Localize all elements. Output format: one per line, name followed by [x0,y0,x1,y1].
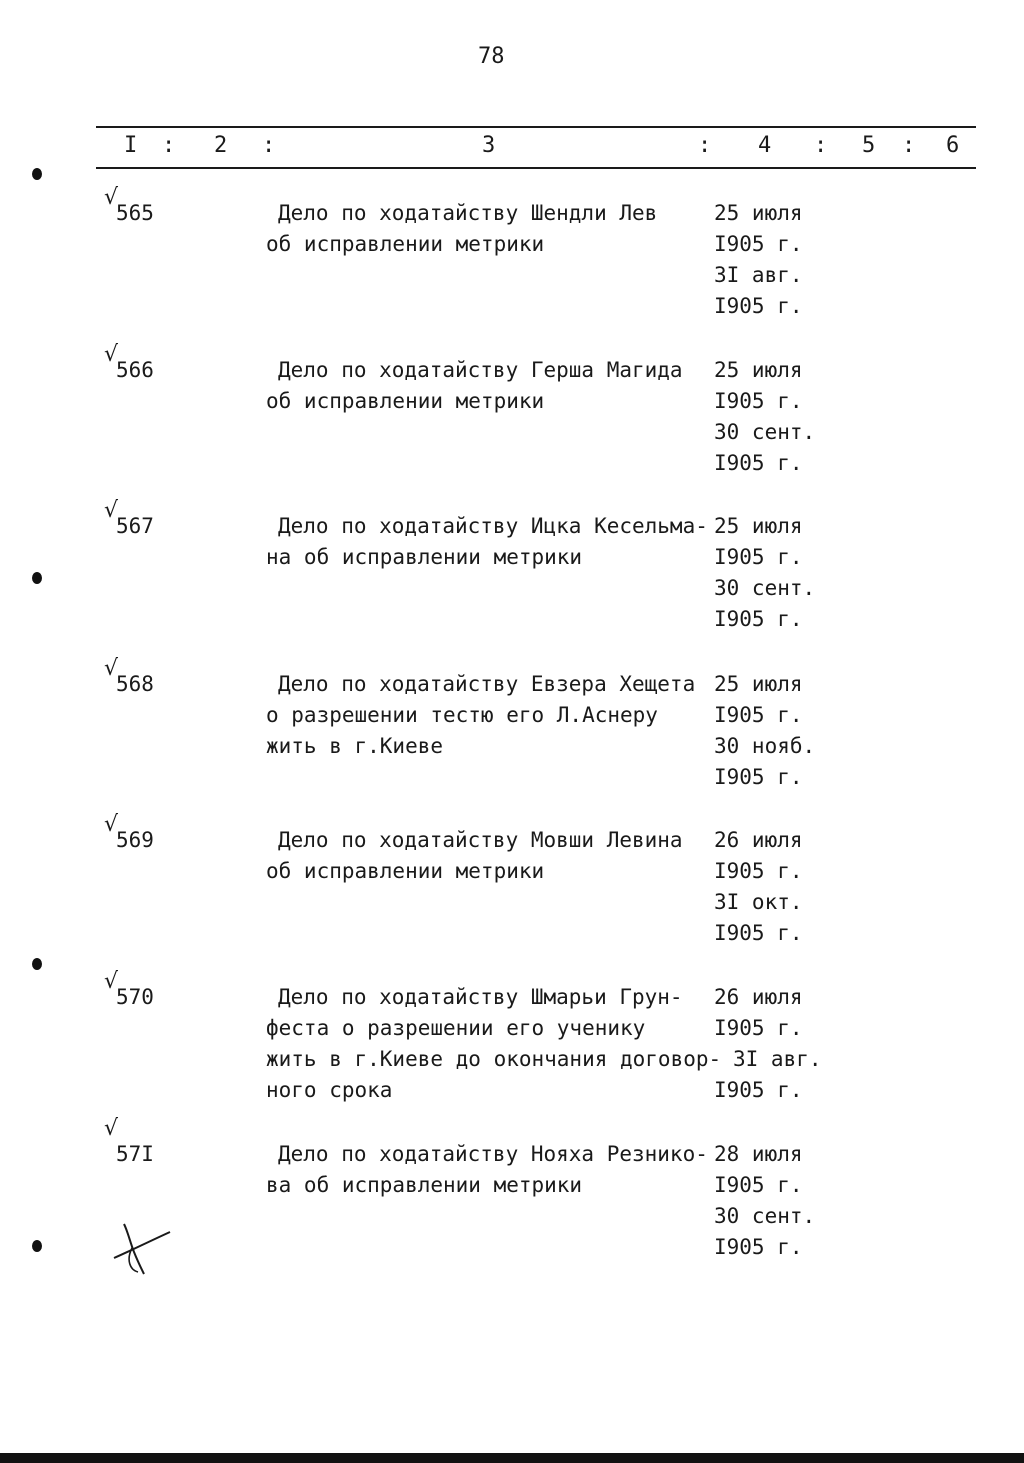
entry-number: 566 [116,358,154,382]
description-line: Дело по ходатайству Шмарьи Грун- [278,985,683,1009]
checkmark-icon: √ [104,185,119,210]
description-line: Дело по ходатайству Мовши Левина [278,828,683,852]
checkmark-icon: √ [104,812,119,837]
checkmark-icon: √ [104,1116,119,1141]
date-line: I905 г. [714,294,803,318]
date-line: I905 г. [714,921,803,945]
entry-number: 57I [116,1142,154,1166]
checkmark-icon: √ [104,498,119,523]
description-line: жить в г.Киеве [266,734,444,758]
description-line: феста о разрешении его ученику [266,1016,646,1040]
column-header-5: 5 [862,133,876,158]
description-line: жить в г.Киеве до окончания договор- [266,1047,722,1071]
table-header-rule [96,167,976,169]
date-line: I905 г. [714,765,803,789]
date-line: 26 июля [714,828,803,852]
date-line: I905 г. [714,703,803,727]
column-header-2: 2 [214,133,228,158]
page-number: 78 [478,44,505,69]
entry-number: 565 [116,201,154,225]
date-line: 30 сент. [714,420,816,444]
scan-edge-bar [0,1453,1024,1463]
punch-hole-mark [32,572,42,584]
punch-hole-mark [32,168,42,180]
date-line: I905 г. [714,1173,803,1197]
description-line: Дело по ходатайству Нояха Резнико- [278,1142,708,1166]
description-line: об исправлении метрики [266,389,545,413]
date-line: I905 г. [714,545,803,569]
column-separator: : [698,133,712,158]
description-line: ного срока [266,1078,393,1102]
description-line: об исправлении метрики [266,859,545,883]
date-line: 30 сент. [714,576,816,600]
entry-number: 569 [116,828,154,852]
description-line: ва об исправлении метрики [266,1173,583,1197]
entry-number: 570 [116,985,154,1009]
date-line: 30 сент. [714,1204,816,1228]
column-separator: : [262,133,276,158]
date-line: 25 июля [714,358,803,382]
entry-number: 567 [116,514,154,538]
table-row [0,185,1024,351]
table-row [0,656,1024,822]
column-separator: : [902,133,916,158]
date-line: 30 нояб. [714,734,816,758]
date-line: I905 г. [714,1016,803,1040]
date-line: I905 г. [714,607,803,631]
description-line: Дело по ходатайству Ицка Кесельма- [278,514,708,538]
signature-mark [108,1218,178,1278]
date-line: 25 июля [714,514,803,538]
date-line: 3I авг. [733,1047,822,1071]
column-header-6: 6 [946,133,960,158]
description-line: Дело по ходатайству Герша Магида [278,358,683,382]
column-header-4: 4 [758,133,772,158]
date-line: 28 июля [714,1142,803,1166]
description-line: об исправлении метрики [266,232,545,256]
description-line: о разрешении тестю его Л.Аснеру [266,703,658,727]
checkmark-icon: √ [104,342,119,367]
table-top-rule [96,126,976,128]
table-row [0,498,1024,664]
punch-hole-mark [32,958,42,970]
punch-hole-mark [32,1240,42,1252]
checkmark-icon: √ [104,969,119,994]
column-header-3: 3 [482,133,496,158]
date-line: 3I авг. [714,263,803,287]
date-line: 25 июля [714,201,803,225]
date-line: 26 июля [714,985,803,1009]
date-line: I905 г. [714,859,803,883]
date-line: I905 г. [714,232,803,256]
column-separator: : [814,133,828,158]
date-line: I905 г. [714,389,803,413]
checkmark-icon: √ [104,656,119,681]
date-line: I905 г. [714,1235,803,1259]
table-row [0,969,1024,1135]
date-line: 3I окт. [714,890,803,914]
date-line: I905 г. [714,451,803,475]
description-line: Дело по ходатайству Шендли Лев [278,201,658,225]
column-header-1: I [124,133,138,158]
description-line: на об исправлении метрики [266,545,583,569]
table-row [0,812,1024,978]
date-line: 25 июля [714,672,803,696]
description-line: Дело по ходатайству Евзера Хещета [278,672,696,696]
date-line: I905 г. [714,1078,803,1102]
column-separator: : [162,133,176,158]
entry-number: 568 [116,672,154,696]
table-row [0,342,1024,508]
